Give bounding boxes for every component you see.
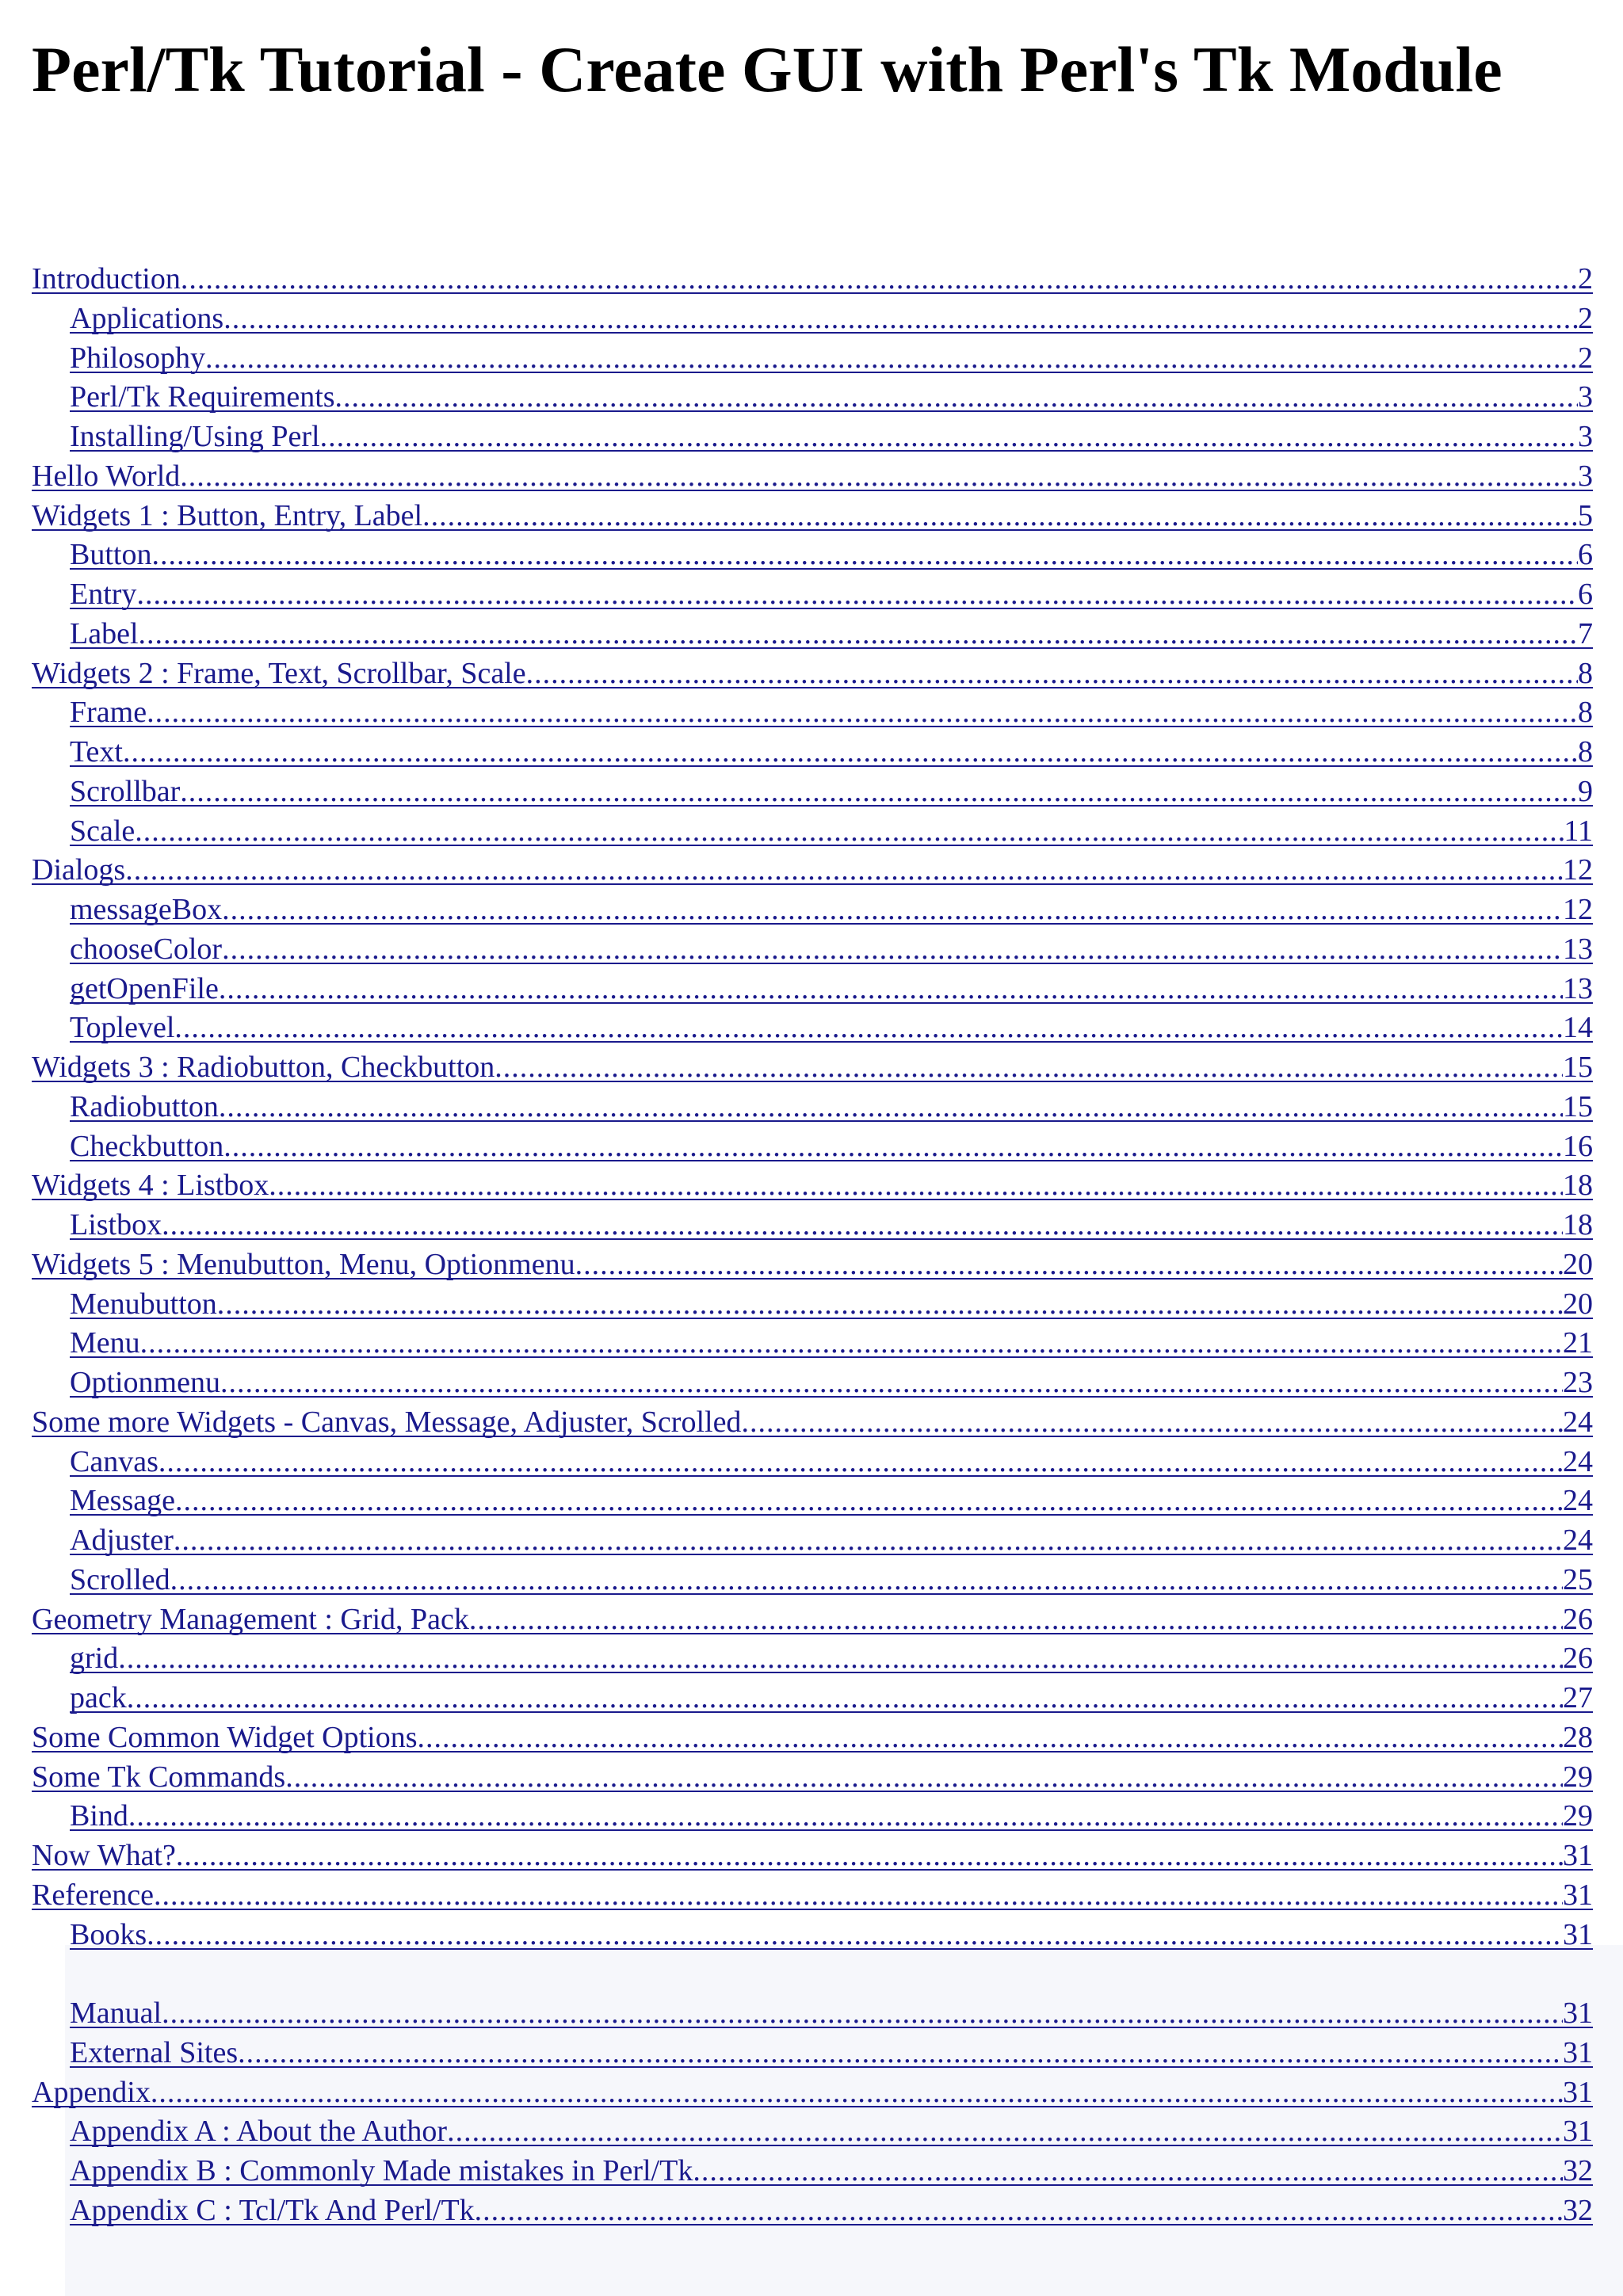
toc-dot-leader [158,1443,1563,1482]
toc-page-number: 31 [1563,2115,1593,2149]
toc-dot-leader [147,1916,1563,1955]
toc-entry[interactable] [32,615,1593,654]
toc-entry-label: Scale [70,814,136,848]
page-title: Perl/Tk Tutorial - Create GUI with Perl's Tk Module [32,33,1503,105]
toc-dot-leader [139,615,1578,654]
toc-dot-leader [174,1009,1563,1048]
toc-dot-leader [741,1403,1563,1443]
toc-entry[interactable] [32,378,1593,418]
toc-entry[interactable] [32,1679,1593,1718]
toc-entry[interactable] [32,1758,1593,1798]
toc-page-number: 3 [1578,380,1593,414]
toc-entry-label: Appendix B : Commonly Made mistakes in Perl/Tk [70,2154,693,2187]
toc-entry-label: pack [70,1681,127,1714]
toc-entry[interactable] [32,497,1593,536]
toc-page-number: 26 [1563,1642,1593,1676]
toc-entry-label: Menubutton [70,1287,217,1321]
toc-entry[interactable] [32,457,1593,497]
toc-dot-leader [180,457,1578,497]
toc-page-number: 18 [1563,1208,1593,1241]
toc-entry-label: Now What? [32,1839,176,1872]
toc-dot-leader [127,1679,1563,1718]
toc-entry-label: Frame [70,696,147,730]
toc-entry-label: Widgets 4 : Listbox [32,1169,269,1203]
toc-entry[interactable] [32,260,1593,299]
toc-entry-label: Applications [70,301,224,335]
toc-entry[interactable] [32,1127,1593,1167]
toc-dot-leader [140,1324,1563,1363]
toc-page-number: 31 [1563,1839,1593,1872]
toc-dot-leader [447,2112,1563,2152]
toc-page-number: 25 [1563,1562,1593,1596]
toc-entry-label: chooseColor [70,932,223,966]
toc-dot-leader [223,1127,1563,1167]
toc-entry[interactable] [32,575,1593,615]
toc-page-number: 13 [1563,932,1593,966]
toc-entry-label: getOpenFile [70,971,219,1005]
toc-page-number: 2 [1578,262,1593,296]
toc-entry-label: Hello World [32,459,181,493]
toc-page-number: 29 [1563,1799,1593,1833]
toc-entry-label: Installing/Using Perl [70,420,320,453]
toc-page-number: 26 [1563,1602,1593,1636]
toc-entry[interactable] [32,2073,1593,2113]
toc-entry-label: Button [70,538,152,572]
toc-page-number: 2 [1578,341,1593,375]
toc-dot-leader [205,339,1578,379]
toc-dot-leader [175,1482,1563,1521]
toc-entry-label: Appendix [32,2075,151,2109]
toc-entry-label: Some more Widgets - Canvas, Message, Adjuster, Scrolled [32,1405,742,1439]
toc-page-number: 23 [1563,1366,1593,1399]
toc-dot-leader [180,772,1578,812]
toc-entry-label: Canvas [70,1444,158,1478]
toc-entry[interactable] [32,733,1593,772]
toc-entry[interactable] [32,418,1593,457]
toc-page-number: 13 [1563,971,1593,1005]
toc-entry[interactable] [32,2112,1593,2152]
toc-entry[interactable] [32,1324,1593,1363]
toc-entry-label: External Sites [70,2035,239,2069]
toc-entry[interactable] [32,1363,1593,1403]
toc-entry-label: Dialogs [32,853,126,887]
toc-page-number: 27 [1563,1681,1593,1714]
toc-page-number: 28 [1563,1720,1593,1754]
toc-dot-leader [135,812,1564,852]
toc-entry[interactable] [32,1245,1593,1285]
toc-entry[interactable] [32,812,1593,852]
toc-dot-leader [469,1600,1563,1640]
toc-entry[interactable] [32,1206,1593,1245]
toc-entry-label: Appendix C : Tcl/Tk And Perl/Tk [70,2193,475,2227]
toc-page-number: 31 [1563,1917,1593,1951]
toc-entry-label: Listbox [70,1208,162,1241]
toc-page-number: 20 [1563,1247,1593,1281]
toc-entry[interactable] [32,339,1593,379]
toc-page-number: 20 [1563,1287,1593,1321]
toc-entry-label: Bind [70,1799,128,1833]
toc-dot-leader [162,1206,1563,1245]
toc-dot-leader [422,497,1578,536]
toc-entry[interactable] [32,1797,1593,1836]
toc-dot-leader [238,2034,1563,2073]
toc-entry-label: Text [70,735,123,769]
toc-entry-label: Reference [32,1878,154,1912]
toc-page-number: 8 [1578,696,1593,730]
toc-page-number: 3 [1578,420,1593,453]
toc-entry[interactable] [32,970,1593,1009]
toc-dot-leader [220,1363,1563,1403]
toc-entry[interactable] [32,299,1593,339]
toc-page-number: 8 [1578,735,1593,769]
toc-entry[interactable] [32,1561,1593,1600]
toc-dot-leader [151,2073,1563,2113]
toc-dot-leader [147,693,1578,733]
toc-page-number: 14 [1563,1011,1593,1045]
toc-entry-label: Entry [70,578,137,611]
toc-dot-leader [123,733,1578,772]
toc-page-number: 31 [1563,2075,1593,2109]
toc-entry[interactable] [32,1482,1593,1521]
toc-page-number: 12 [1563,853,1593,887]
toc-dot-leader [118,1639,1563,1679]
toc-entry-label: Manual [70,1997,162,2030]
toc-entry[interactable] [32,1088,1593,1127]
toc-page-number: 8 [1578,656,1593,690]
toc-entry-label: Checkbutton [70,1129,224,1163]
toc-entry-label: Message [70,1484,175,1518]
toc-entry[interactable] [32,1916,1593,1955]
toc-entry-label: Philosophy [70,341,206,375]
toc-page-number: 18 [1563,1169,1593,1203]
toc-dot-leader [320,418,1578,457]
toc-dot-leader [526,654,1578,694]
toc-entry[interactable] [32,536,1593,575]
toc-entry[interactable] [32,1521,1593,1561]
toc-page-number: 3 [1578,459,1593,493]
table-of-contents [32,260,1593,2231]
toc-entry[interactable] [32,851,1593,891]
toc-dot-leader [162,1994,1563,2034]
toc-dot-leader [475,2191,1563,2231]
toc-dot-leader [219,1088,1563,1127]
toc-entry-label: Menu [70,1326,140,1360]
toc-entry-label: Books [70,1917,147,1951]
toc-entry-label: Some Common Widget Options [32,1720,418,1754]
toc-dot-leader [154,1876,1563,1916]
toc-dot-leader [174,1521,1563,1561]
toc-entry[interactable] [32,1876,1593,1916]
toc-entry-label: Widgets 5 : Menubutton, Menu, Optionmenu [32,1247,575,1281]
toc-page-number: 29 [1563,1760,1593,1794]
toc-page-number: 31 [1563,2035,1593,2069]
toc-page-number: 2 [1578,301,1593,335]
toc-entry[interactable] [32,930,1593,970]
toc-entry-label: Label [70,616,139,650]
toc-entry[interactable] [32,654,1593,694]
toc-page-number: 24 [1563,1405,1593,1439]
toc-page-number: 32 [1563,2154,1593,2187]
toc-entry[interactable] [32,1403,1593,1443]
toc-entry[interactable] [32,1994,1593,2034]
toc-entry-label: Optionmenu [70,1366,220,1399]
toc-entry[interactable] [32,1048,1593,1088]
toc-page-number: 15 [1563,1051,1593,1084]
toc-dot-leader [575,1245,1563,1285]
toc-page-number: 24 [1563,1484,1593,1518]
toc-entry[interactable] [32,693,1593,733]
toc-dot-leader [269,1166,1563,1206]
toc-entry[interactable] [32,1600,1593,1640]
toc-entry-label: Appendix A : About the Author [70,2115,448,2149]
toc-page-number: 32 [1563,2193,1593,2227]
toc-dot-leader [418,1718,1563,1758]
toc-entry-label: Scrolled [70,1562,170,1596]
toc-page-number: 5 [1578,498,1593,532]
toc-dot-leader [222,891,1563,930]
toc-dot-leader [128,1797,1563,1836]
toc-entry-label: Scrollbar [70,774,181,808]
toc-page-number: 11 [1564,814,1593,848]
toc-dot-leader [285,1758,1563,1798]
toc-page-number: 6 [1578,538,1593,572]
toc-dot-leader [151,536,1578,575]
toc-dot-leader [181,260,1578,299]
toc-entry[interactable] [32,2191,1593,2231]
toc-dot-leader [170,1561,1563,1600]
toc-entry-label: Introduction [32,262,181,296]
toc-entry[interactable] [32,1836,1593,1876]
toc-page-number: 16 [1563,1129,1593,1163]
toc-page-number: 24 [1563,1444,1593,1478]
toc-entry[interactable] [32,1718,1593,1758]
toc-page-number: 7 [1578,616,1593,650]
toc-entry[interactable] [32,1443,1593,1482]
toc-entry[interactable] [32,1166,1593,1206]
toc-entry-label: messageBox [70,893,223,926]
toc-entry[interactable] [32,1285,1593,1325]
toc-entry-label: Toplevel [70,1011,175,1045]
toc-dot-leader [335,378,1578,418]
toc-entry-label: Geometry Management : Grid, Pack [32,1602,469,1636]
toc-entry[interactable] [32,1009,1593,1048]
toc-entry[interactable] [32,2152,1593,2191]
toc-dot-leader [219,970,1563,1009]
toc-entry-label: Widgets 3 : Radiobutton, Checkbutton [32,1051,495,1084]
toc-entry[interactable] [32,772,1593,812]
toc-page-number: 31 [1563,1997,1593,2030]
toc-entry[interactable] [32,2034,1593,2073]
toc-page-number: 15 [1563,1089,1593,1123]
toc-entry-label: Adjuster [70,1524,174,1557]
toc-page-number: 31 [1563,1878,1593,1912]
toc-entry-label: Some Tk Commands [32,1760,286,1794]
toc-page-number: 24 [1563,1524,1593,1557]
toc-page-number: 21 [1563,1326,1593,1360]
toc-entry-label: grid [70,1642,119,1676]
toc-page-number: 9 [1578,774,1593,808]
toc-dot-leader [223,299,1578,339]
toc-dot-leader [222,930,1563,970]
toc-dot-leader [176,1836,1563,1876]
toc-entry[interactable] [32,891,1593,930]
toc-page-number: 12 [1563,893,1593,926]
toc-entry-label: Widgets 1 : Button, Entry, Label [32,498,423,532]
toc-entry-label: Radiobutton [70,1089,219,1123]
toc-dot-leader [125,851,1563,891]
toc-dot-leader [217,1285,1563,1325]
toc-dot-leader [495,1048,1563,1088]
toc-entry[interactable] [32,1639,1593,1679]
toc-page-number: 6 [1578,578,1593,611]
toc-entry-label: Perl/Tk Requirements [70,380,335,414]
toc-entry-label: Widgets 2 : Frame, Text, Scrollbar, Scale [32,656,526,690]
toc-dot-leader [693,2152,1563,2191]
toc-dot-leader [136,575,1578,615]
